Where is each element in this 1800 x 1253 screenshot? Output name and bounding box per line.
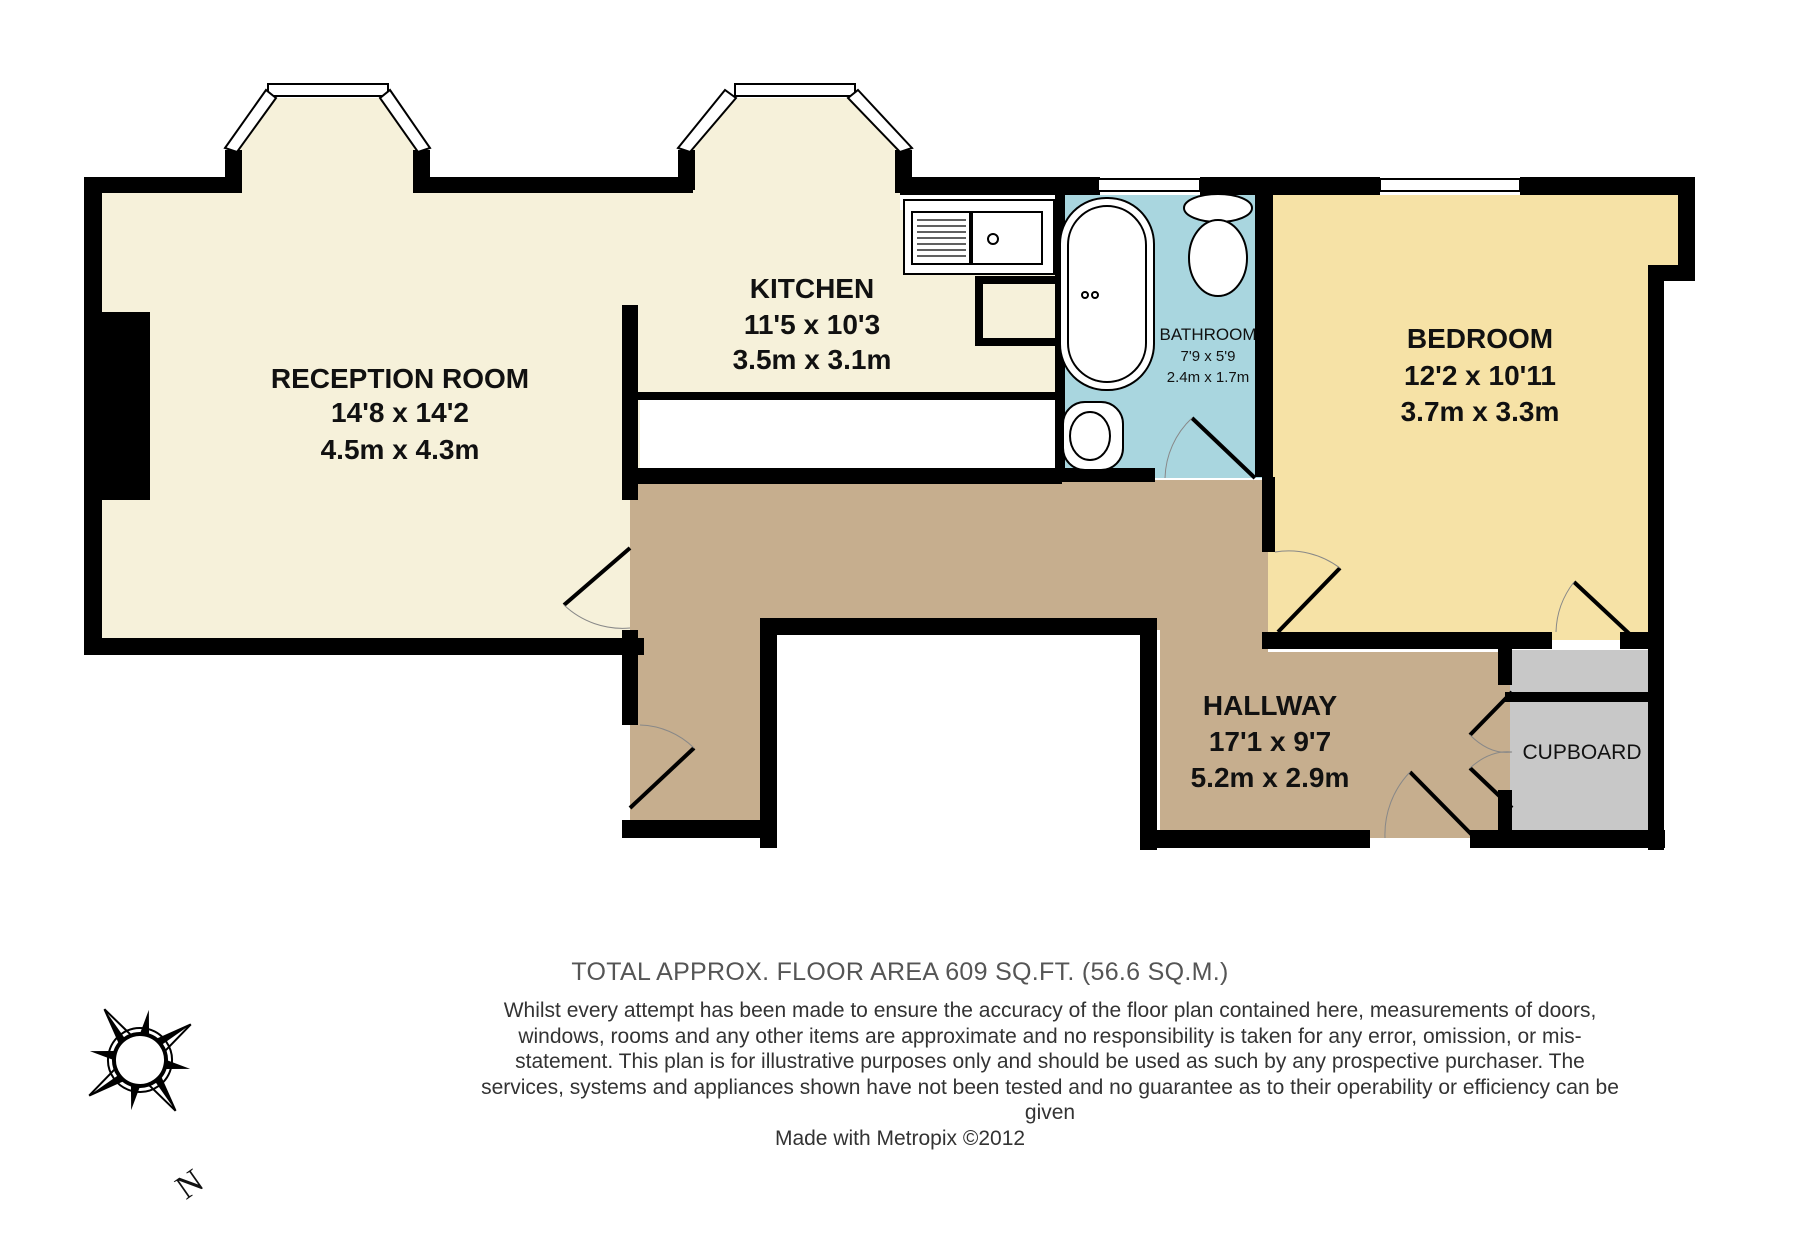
wall xyxy=(622,468,1062,484)
total-floor-area: TOTAL APPROX. FLOOR AREA 609 SQ.FT. (56.6 SQ.M.) xyxy=(571,958,1229,986)
bathroom-metric: 2.4m x 1.7m xyxy=(1166,369,1250,386)
kitchen-metric: 3.5m x 3.1m xyxy=(732,344,892,375)
compass-north-label: N xyxy=(169,1162,211,1207)
bay-window xyxy=(735,84,855,96)
bathtub-inner xyxy=(1068,206,1146,382)
kitchen-fittings xyxy=(904,200,1054,274)
wall xyxy=(1620,632,1664,649)
kitchen-imperial: 11'5 x 10'3 xyxy=(743,309,881,340)
reception-room-name: RECEPTION ROOM xyxy=(270,363,530,394)
wall xyxy=(900,177,1100,195)
bath-tap xyxy=(1092,292,1098,298)
compass-rose-icon xyxy=(54,974,227,1147)
toilet-bowl xyxy=(1189,220,1247,296)
wall xyxy=(84,177,102,655)
wall xyxy=(225,150,242,190)
sink-plug xyxy=(988,234,998,244)
hallway-imperial: 17'1 x 9'7 xyxy=(1208,726,1332,757)
hallway-metric: 5.2m x 2.9m xyxy=(1190,762,1350,793)
reception-room-metric: 4.5m x 4.3m xyxy=(320,434,480,465)
bedroom-metric: 3.7m x 3.3m xyxy=(1400,396,1560,427)
wall xyxy=(1470,830,1665,848)
wall xyxy=(975,276,1059,284)
wall xyxy=(622,820,777,838)
fireplace xyxy=(100,312,150,500)
wall xyxy=(1255,177,1273,477)
wall xyxy=(1520,177,1695,195)
wall xyxy=(413,177,693,193)
wall xyxy=(1505,692,1650,702)
wall xyxy=(84,638,644,655)
hallway-name: HALLWAY xyxy=(1202,690,1338,721)
wall xyxy=(1648,265,1664,850)
kitchen-name: KITCHEN xyxy=(749,273,875,304)
wall xyxy=(760,618,1155,635)
toilet-cistern xyxy=(1184,194,1252,222)
wall xyxy=(975,276,983,346)
credit-line: Made with Metropix ©2012 xyxy=(774,1127,1026,1150)
sink-bowl xyxy=(972,212,1042,264)
wall xyxy=(678,150,695,190)
wall xyxy=(622,630,638,725)
cupboard-name: CUPBOARD xyxy=(1522,741,1642,764)
wall xyxy=(638,392,1060,400)
window xyxy=(1380,179,1520,191)
wall xyxy=(1498,645,1512,685)
wall xyxy=(84,177,242,193)
bedroom-name: BEDROOM xyxy=(1406,323,1554,354)
bathroom-name: BATHROOM xyxy=(1159,325,1257,344)
wall xyxy=(1200,177,1380,195)
bath-tap xyxy=(1082,292,1088,298)
wall xyxy=(975,338,1059,346)
reception-room-imperial: 14'8 x 14'2 xyxy=(331,397,469,428)
wall xyxy=(1140,618,1157,850)
bedroom-imperial: 12'2 x 10'11 xyxy=(1404,360,1556,391)
wall xyxy=(1140,830,1370,848)
wall xyxy=(1262,477,1275,552)
basin-bowl xyxy=(1070,412,1110,460)
wall xyxy=(760,618,777,848)
bathroom-imperial: 7'9 x 5'9 xyxy=(1180,348,1236,365)
window xyxy=(1098,179,1200,191)
disclaimer: Whilst every attempt has been made to ensure the accuracy of the floor plan contained here, measurements of doors, windows, rooms and any other items are approximate and no responsibility is taken for any error, omission, or mis-statement. This plan is for illustrative purposes only and should be used as such by any prospective purchaser. The services, systems and appliances shown have not been tested and no guarantee as to their operability or efficiency can be given xyxy=(481,999,1619,1124)
bay-window xyxy=(268,84,388,96)
